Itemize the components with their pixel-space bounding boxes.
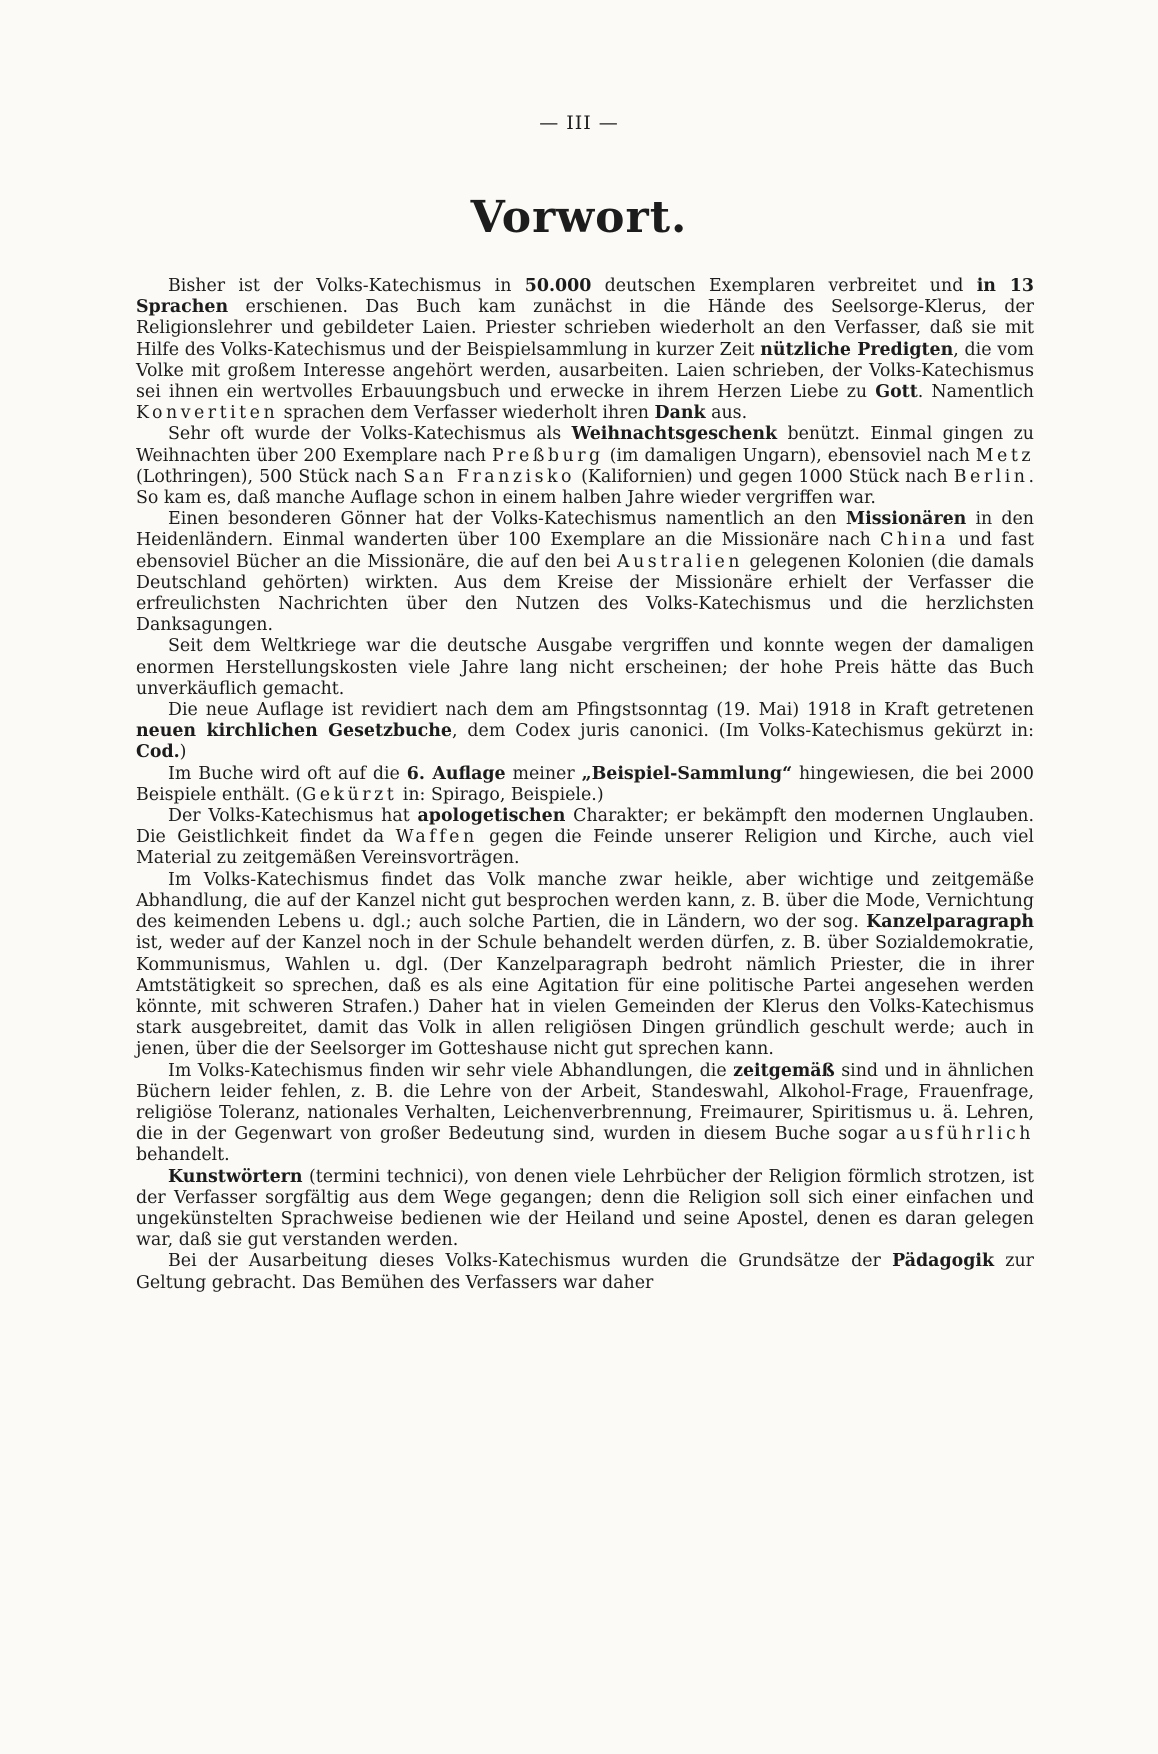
text-run: gelegenen Kolonien (die damals Deutschland gehörten) wirkten. Aus dem Kreise der Missionäre erhielt der Verfasser die erfreulichsten Nachrichten über den Nutzen des Volks-Katechismus und die herzlichsten Danksagungen. xyxy=(136,551,1035,636)
text-run: Im Volks-Katechismus findet das Volk manche zwar heikle, aber wichtige und zeitgemäße Abhandlung, die auf der Kanzel nicht gut besprochen werden kann, z. B. über die Mode, Vernichtung des keimenden Lebens u. dgl.; auch solche Partien, die in Ländern, wo der sog. xyxy=(136,869,1034,933)
paragraph xyxy=(136,509,1034,636)
bold-text: Weihnachtsgeschenk xyxy=(571,424,778,445)
text-run: Einen besonderen Gönner hat der Volks-Katechismus namentlich an den xyxy=(168,509,846,530)
text-run: (Lothringen), 500 Stück nach xyxy=(136,466,404,487)
paragraph xyxy=(136,1251,1034,1293)
paragraph xyxy=(136,424,1034,509)
bold-text: Cod. xyxy=(136,742,180,763)
text-run: Seit dem Weltkriege war die deutsche Ausgabe vergriffen und konnte wegen der damaligen enormen Herstellungskosten viele Jahre lang nicht erscheinen; der hohe Preis hätte das Buch unverkäuflich gemacht. xyxy=(136,636,1034,699)
text-run: zur Geltung gebracht. Das Bemühen des Verfassers war daher xyxy=(136,1251,1034,1293)
text-run: meiner xyxy=(505,763,582,784)
text-run: (termini technici), von denen viele Lehrbücher der Religion förmlich strotzen, ist der Verfasser sorgfältig aus dem Wege gegangen; denn die Religion soll sich einer einfachen und ungekünstelten Sprachweise bedienen wie der Heiland und seine Apostel, denen es daran gelegen war, daß sie gut verstanden werden. xyxy=(136,1166,1034,1251)
text-run: sind und in ähnlichen Büchern leider fehlen, z. B. die Lehre von der Arbeit, Standeswahl, Alkohol-Frage, Frauenfrage, religiöse Toleranz, nationales Verhalten, Leichenverbrennung, Freimaurer, Spiritismus u. ä. Lehren, die in der Gegenwart von großer Bedeutung sind, wurden in diesem Buche sogar xyxy=(136,1060,1034,1145)
paragraph xyxy=(136,870,1034,1061)
text-run: benützt. Einmal gingen zu Weihnachten über 200 Exemplare nach xyxy=(136,424,1034,466)
spaced-text: San Franzisko xyxy=(403,466,576,487)
text-run: Charakter; er bekämpft den modernen Unglauben. Die Geistlichkeit findet da xyxy=(136,806,1034,848)
text-run: Bei der Ausarbeitung dieses Volks-Katechismus wurden die Grundsätze der xyxy=(168,1251,893,1272)
text-run: Bisher ist der Volks-Katechismus in xyxy=(168,276,525,296)
bold-text: 50.000 xyxy=(524,276,592,296)
text-run: in: Spirago, Beispiele.) xyxy=(397,784,604,805)
spaced-text: Gekürzt xyxy=(302,784,398,805)
text-run: in den Heidenländern. Einmal wanderten über 100 Exemplare an die Missionäre nach xyxy=(136,509,1034,551)
text-run: (Kalifornien) und gegen 1000 Stück nach xyxy=(575,466,954,487)
paragraph xyxy=(136,1061,1034,1167)
body-text xyxy=(136,276,1034,1294)
bold-text: nützliche Predigten xyxy=(760,339,954,360)
bold-text: Missionären xyxy=(845,509,967,530)
spaced-text: Australien xyxy=(617,551,744,572)
paragraph xyxy=(136,806,1034,870)
spaced-text: Waffen xyxy=(395,827,478,848)
text-run: Im Volks-Katechismus finden wir sehr viele Abhandlungen, die xyxy=(168,1060,734,1081)
bold-text: apologetischen xyxy=(417,806,566,827)
paragraph xyxy=(136,636,1034,700)
text-run: ) xyxy=(179,742,187,763)
bold-text: zeitgemäß xyxy=(733,1060,835,1081)
text-run: ist, weder auf der Kanzel noch in der Schule behandelt werden dürfen, z. B. über Sozialdemokratie, Kommunismus, Wahlen u. dgl. (Der Kanzelparagraph bedroht nämlich Priester, die in ihrer Amtstätigkeit so sprechen, daß es als eine Agitation für eine politische Partei angesehen werden könnte, mit schweren Strafen.) Daher hat in vielen Gemeinden der Klerus den Volks-Katechismus stark ausgebreitet, damit das Volk in allen religiösen Dingen gründlich geschult werde; auch in jenen, über die der Seelsorger im Gotteshause nicht gut sprechen kann. xyxy=(136,933,1034,1060)
bold-text: 6. Auflage xyxy=(406,763,506,784)
paragraph xyxy=(136,764,1034,806)
bold-text: Kunstwörtern xyxy=(168,1166,303,1187)
bold-text: in 13 Sprachen xyxy=(136,276,1035,318)
text-run: und fast ebensoviel Bücher an die Missionäre, die auf den bei xyxy=(136,530,1034,572)
text-run: , dem Codex juris canonici. (Im Volks-Katechismus gekürzt in: xyxy=(451,721,1034,742)
spaced-text: Konvertiten xyxy=(136,403,279,424)
bold-text: Kanzelparagraph xyxy=(866,912,1034,933)
text-run: , die vom Volke mit großem Interesse angehört werden, ausarbeiten. Laien schrieben, der Volks-Katechismus sei ihnen ein wertvolles Erbauungsbuch und erwecke in ihrem Herzen Liebe zu xyxy=(136,339,1035,403)
spaced-text: Preßburg xyxy=(491,445,604,466)
text-run: behandelt. xyxy=(136,1145,230,1166)
bold-text: neuen kirchlichen Gesetzbuche xyxy=(136,721,452,742)
text-run: . Namentlich xyxy=(917,382,1035,403)
text-run: deutschen Exemplaren verbreitet und xyxy=(591,276,977,296)
paragraph xyxy=(136,1167,1034,1252)
spaced-text: Berlin xyxy=(953,466,1029,487)
text-run: aus. xyxy=(705,403,748,424)
paragraph xyxy=(136,276,1034,424)
text-run: sprachen dem Verfasser wiederholt ihren xyxy=(278,403,655,424)
bold-text: „Beispiel-Sammlung“ xyxy=(581,763,793,784)
text-run: Der Volks-Katechismus hat xyxy=(168,806,418,827)
text-run: hingewiesen, die bei 2000 Beispiele enthält. ( xyxy=(136,763,1034,805)
text-run: . So kam es, daß manche Auflage schon in einem halben Jahre wieder vergriffen war. xyxy=(136,466,1034,509)
text-run: gegen die Feinde unserer Religion und Kirche, auch viel Material zu zeitgemäßen Vereinsvorträgen. xyxy=(136,827,1034,869)
page-number: — III — xyxy=(539,112,619,134)
spaced-text: China xyxy=(880,530,950,551)
text-run: (im damaligen Ungarn), ebensoviel nach xyxy=(603,445,976,466)
paragraph xyxy=(136,700,1034,764)
page-title: Vorwort. xyxy=(470,192,688,243)
text-run: erschienen. Das Buch kam zunächst in die Hände des Seelsorge-Klerus, der Religionslehrer und gebildeter Laien. Priester schrieben wiederholt an den Verfasser, daß sie mit Hilfe des Volks-Katechismus und der Beispielsammlung in kurzer Zeit xyxy=(136,297,1034,360)
spaced-text: Metz xyxy=(975,445,1034,466)
bold-text: Gott xyxy=(875,382,918,403)
text-run: Sehr oft wurde der Volks-Katechismus als xyxy=(168,424,572,445)
bold-text: Dank xyxy=(654,403,706,424)
bold-text: Pädagogik xyxy=(892,1251,995,1272)
text-run: Im Buche wird oft auf die xyxy=(168,763,407,784)
text-run: Die neue Auflage ist revidiert nach dem am Pfingstsonntag (19. Mai) 1918 in Kraft getretenen xyxy=(168,700,1034,721)
spaced-text: ausführlich xyxy=(895,1124,1034,1145)
